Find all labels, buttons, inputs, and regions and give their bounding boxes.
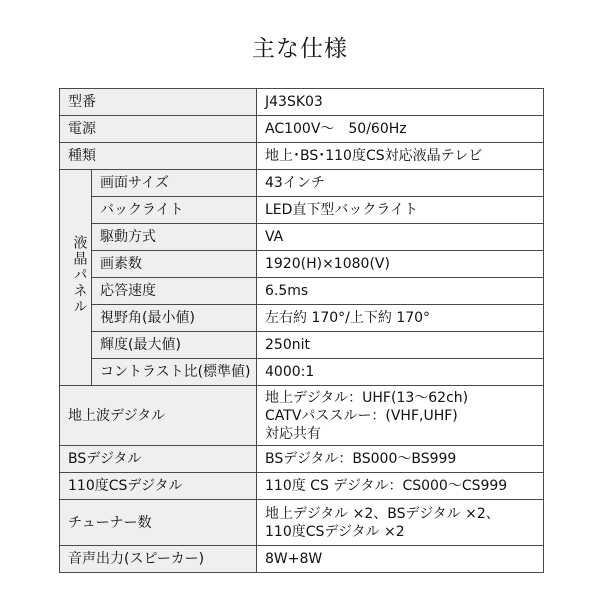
panel-group-label: 液晶パネル	[71, 235, 88, 315]
row-value-power: AC100V〜 50/60Hz	[257, 116, 544, 143]
row-label-cs: 110度CSデジタル	[60, 473, 257, 500]
panel-label: 画面サイズ	[92, 170, 257, 197]
panel-label: 画素数	[92, 251, 257, 278]
panel-label: 駆動方式	[92, 224, 257, 251]
panel-value: 43インチ	[257, 170, 544, 197]
table-row	[60, 546, 544, 573]
row-label-tuner: チューナー数	[60, 500, 257, 546]
table-row	[60, 251, 544, 278]
value-line: 地上デジタル：UHF(13〜62ch)	[265, 389, 469, 406]
spec-table	[59, 88, 544, 573]
value-line: 110度CSデジタル ×2	[265, 523, 405, 540]
panel-group-cell	[60, 170, 92, 386]
panel-label: 輝度(最大値)	[92, 332, 257, 359]
panel-value: 左右約 170°/上下約 170°	[257, 305, 544, 332]
table-row	[60, 386, 544, 446]
panel-value: 4000:1	[257, 359, 544, 386]
table-row	[60, 500, 544, 546]
panel-value: VA	[257, 224, 544, 251]
panel-label: バックライト	[92, 197, 257, 224]
value-line: 対応共有	[265, 425, 321, 442]
value-line: CATVパススルー：(VHF,UHF)	[265, 407, 458, 424]
row-label-power: 電源	[60, 116, 257, 143]
panel-label: コントラスト比(標準値)	[92, 359, 257, 386]
row-label-audio: 音声出力(スピーカー)	[60, 546, 257, 573]
table-row	[60, 446, 544, 473]
row-label-bs: BSデジタル	[60, 446, 257, 473]
table-row	[60, 305, 544, 332]
table-row	[60, 170, 544, 197]
table-row	[60, 143, 544, 170]
table-row	[60, 278, 544, 305]
panel-value: LED直下型バックライト	[257, 197, 544, 224]
row-value-cs: 110度 CS デジタル：CS000〜CS999	[257, 473, 544, 500]
table-row	[60, 197, 544, 224]
panel-value: 6.5ms	[257, 278, 544, 305]
table-row	[60, 89, 544, 116]
table-row	[60, 332, 544, 359]
table-row	[60, 116, 544, 143]
row-value-terrestrial	[257, 386, 544, 446]
table-row	[60, 473, 544, 500]
row-label-terrestrial: 地上波デジタル	[60, 386, 257, 446]
row-value-bs: BSデジタル：BS000〜BS999	[257, 446, 544, 473]
page-title: 主な仕様	[252, 36, 348, 62]
row-value-audio: 8W+8W	[257, 546, 544, 573]
row-label-type: 種類	[60, 143, 257, 170]
row-value-model: J43SK03	[257, 89, 544, 116]
row-value-type: 地上･BS･110度CS対応液晶テレビ	[257, 143, 544, 170]
table-row	[60, 224, 544, 251]
row-label-model: 型番	[60, 89, 257, 116]
panel-value: 250nit	[257, 332, 544, 359]
panel-label: 応答速度	[92, 278, 257, 305]
panel-value: 1920(H)×1080(V)	[257, 251, 544, 278]
table-row	[60, 359, 544, 386]
value-line: 地上デジタル ×2、BSデジタル ×2、	[265, 505, 500, 522]
panel-label: 視野角(最小値)	[92, 305, 257, 332]
row-value-tuner	[257, 500, 544, 546]
